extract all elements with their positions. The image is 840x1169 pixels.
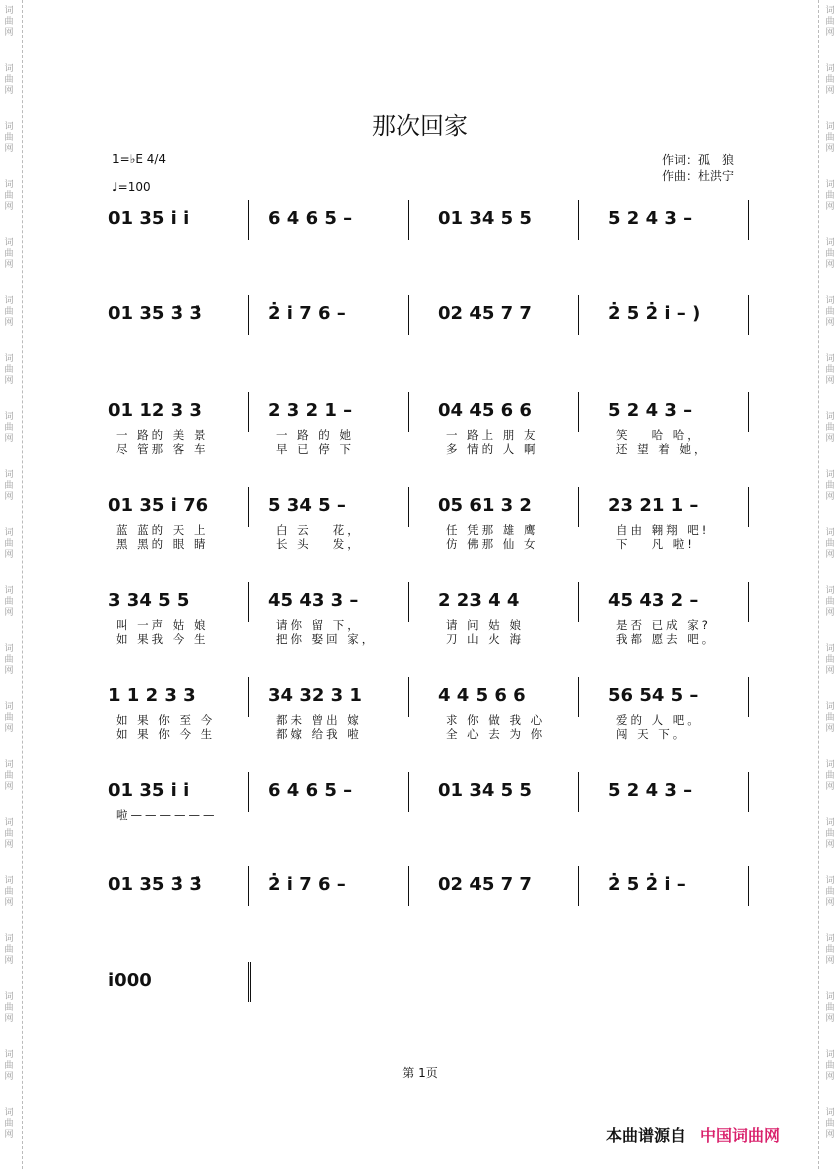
barline — [248, 392, 249, 432]
lyric-text: 一 路上 朋 友 — [446, 428, 539, 442]
barline — [748, 200, 749, 240]
song-title: 那次回家 — [372, 112, 468, 140]
page-number: 第 1页 — [402, 1066, 438, 1080]
watermark-text: 词 曲 网 — [825, 180, 835, 212]
watermark-text: 词 曲 网 — [4, 876, 14, 908]
watermark-text: 词 曲 网 — [825, 238, 835, 270]
watermark-text: 词 曲 网 — [4, 644, 14, 676]
watermark-text: 词 曲 网 — [4, 1108, 14, 1140]
watermark-text: 词 曲 网 — [825, 1108, 835, 1140]
watermark-text: 词 曲 网 — [825, 296, 835, 328]
lyric-text: 都未 曾出 嫁 — [276, 713, 362, 727]
watermark-text: 词 曲 网 — [4, 180, 14, 212]
lyric-text: 尽 管那 客 车 — [116, 442, 209, 456]
lyric-text: 是否 已成 家? — [616, 618, 711, 632]
watermark-text: 词 曲 网 — [4, 586, 14, 618]
watermark-text: 词 曲 网 — [4, 818, 14, 850]
measure-notes: 01 34 5 5 — [438, 208, 532, 229]
lyric-text: 自由 翱翔 吧! — [616, 523, 710, 537]
barline — [748, 677, 749, 717]
barline — [748, 392, 749, 432]
barline — [578, 582, 579, 622]
watermark-text: 词 曲 网 — [4, 702, 14, 734]
lyric-text: 任 凭那 雄 鹰 — [446, 523, 539, 537]
lyric-text: 下 凡 啦! — [616, 537, 695, 551]
barline — [408, 582, 409, 622]
barline — [408, 487, 409, 527]
measure-notes: 2̇ i̇ 7 6 – — [268, 303, 346, 324]
lyric-text: 早 已 停 下 — [276, 442, 354, 456]
barline — [408, 295, 409, 335]
barline — [578, 200, 579, 240]
watermark-text: 词 曲 网 — [4, 470, 14, 502]
watermark-text: 词 曲 网 — [4, 528, 14, 560]
measure-notes: 01 35 i̇ i̇ — [108, 208, 190, 229]
barline — [248, 772, 249, 812]
lyric-text: 爱的 人 吧。 — [616, 713, 702, 727]
measure-notes: 01 35 i̇ i̇ — [108, 780, 190, 801]
measure-notes: 45 43 3 – — [268, 590, 359, 611]
final-barline — [248, 962, 251, 1002]
measure-notes: 01 35 i̇ 76 — [108, 495, 209, 516]
barline — [578, 295, 579, 335]
measure-notes: 5 2 4 3 – — [608, 780, 693, 801]
score-system — [108, 962, 768, 1002]
lyric-text: 黑 黑的 眼 睛 — [116, 537, 209, 551]
measure-notes: 2 23 4 4 — [438, 590, 520, 611]
measure-notes: 56 54 5 – — [608, 685, 699, 706]
watermark-text: 词 曲 网 — [4, 992, 14, 1024]
measure-notes: 01 12 3 3 — [108, 400, 202, 421]
measure-notes: 02 45 7 7 — [438, 303, 532, 324]
watermark-text: 词 曲 网 — [4, 122, 14, 154]
lyric-text: 把你 娶回 家， — [276, 632, 377, 646]
measure-notes: 05 61 3 2 — [438, 495, 532, 516]
lyric-text: 长 头 发， — [276, 537, 362, 551]
measure-notes: 2 3 2 1 – — [268, 400, 353, 421]
score-system — [108, 772, 768, 822]
lyric-text: 蓝 蓝的 天 上 — [116, 523, 209, 537]
lyric-text: 如 果 你 至 今 — [116, 713, 216, 727]
measure-notes: 2̇ i̇ 7 6 – — [268, 874, 346, 895]
measure-notes: 01 34 5 5 — [438, 780, 532, 801]
measure-notes: 4 4 5 6 6 — [438, 685, 526, 706]
score-system — [108, 677, 768, 741]
measure-notes: 04 45 6 6 — [438, 400, 532, 421]
lyric-text: 仿 佛那 仙 女 — [446, 537, 539, 551]
watermark-text: 词 曲 网 — [825, 470, 835, 502]
lyric-text: 叫 一声 姑 娘 — [116, 618, 209, 632]
barline — [748, 487, 749, 527]
watermark-text: 词 曲 网 — [825, 644, 835, 676]
barline — [748, 866, 749, 906]
lyric-text: 啦—————— — [116, 808, 218, 822]
lyric-text: 我都 愿去 吧。 — [616, 632, 717, 646]
source-brand-link[interactable]: 中国词曲网 — [700, 1126, 781, 1145]
measure-notes: 1 1 2 3 3 — [108, 685, 196, 706]
watermark-text: 词 曲 网 — [825, 702, 835, 734]
measure-notes: 23 21 1 – — [608, 495, 699, 516]
barline — [248, 866, 249, 906]
score-system — [108, 582, 768, 646]
watermark-text: 词 曲 网 — [4, 934, 14, 966]
lyric-text: 请你 留 下， — [276, 618, 362, 632]
measure-notes: 2̇ 5 2̇ i̇ – ) — [608, 303, 701, 324]
lyric-text: 还 望 着 她， — [616, 442, 709, 456]
barline — [408, 677, 409, 717]
watermark-text: 词 曲 网 — [4, 1050, 14, 1082]
barline — [248, 295, 249, 335]
measure-notes: 6 4 6 5 – — [268, 208, 353, 229]
lyric-text: 一 路 的 她 — [276, 428, 354, 442]
source-label: 本曲谱源自 — [606, 1126, 687, 1145]
barline — [408, 866, 409, 906]
barline — [748, 772, 749, 812]
lyric-text: 求 你 做 我 心 — [446, 713, 546, 727]
measure-notes: 45 43 2 – — [608, 590, 699, 611]
score-system — [108, 200, 768, 240]
source-attribution[interactable] — [606, 1123, 780, 1146]
watermark-text: 词 曲 网 — [825, 1050, 835, 1082]
lyric-text: 都嫁 给我 啦 — [276, 727, 362, 741]
measure-notes: 34 32 3 1 — [268, 685, 362, 706]
credits — [662, 152, 734, 184]
score-system — [108, 487, 768, 551]
barline — [578, 487, 579, 527]
left-margin-line — [22, 0, 23, 1169]
watermark-text: 词 曲 网 — [825, 412, 835, 444]
watermark-text: 词 曲 网 — [4, 760, 14, 792]
barline — [248, 487, 249, 527]
measure-notes: 5 2 4 3 – — [608, 400, 693, 421]
measure-notes: 5 2 4 3 – — [608, 208, 693, 229]
measure-notes: 3 34 5 5 — [108, 590, 190, 611]
tempo-marking: ♩=100 — [112, 180, 151, 194]
lyricist-credit: 作词：孤 狼 — [662, 153, 735, 167]
measure-notes: i̇000 — [108, 970, 152, 991]
key-signature: 1=♭E 4/4 — [112, 152, 167, 166]
lyric-text: 刀 山 火 海 — [446, 632, 524, 646]
lyric-text: 请 问 姑 娘 — [446, 618, 524, 632]
right-margin-line — [818, 0, 819, 1169]
watermark-text: 词 曲 网 — [825, 64, 835, 96]
barline — [248, 582, 249, 622]
barline — [748, 295, 749, 335]
score-system — [108, 866, 768, 906]
barline — [408, 772, 409, 812]
measure-notes: 2̇ 5 2̇ i̇ – — [608, 874, 686, 895]
barline — [578, 392, 579, 432]
watermark-text: 词 曲 网 — [825, 992, 835, 1024]
watermark-text: 词 曲 网 — [4, 412, 14, 444]
watermark-text: 词 曲 网 — [4, 296, 14, 328]
composer-credit: 作曲：杜洪宁 — [662, 169, 735, 183]
watermark-text: 词 曲 网 — [4, 6, 14, 38]
score-system — [108, 392, 768, 456]
watermark-text: 词 曲 网 — [825, 760, 835, 792]
watermark-text: 词 曲 网 — [4, 238, 14, 270]
barline — [408, 392, 409, 432]
measure-notes: 01 35 3̇ 3̇ — [108, 303, 202, 324]
measure-notes: 02 45 7 7 — [438, 874, 532, 895]
lyric-text: 如 果我 今 生 — [116, 632, 209, 646]
lyric-text: 多 情的 人 啊 — [446, 442, 539, 456]
lyric-text: 闯 天 下。 — [616, 727, 688, 741]
watermark-text: 词 曲 网 — [825, 934, 835, 966]
watermark-text: 词 曲 网 — [4, 64, 14, 96]
measure-notes: 01 35 3̇ 3̇ — [108, 874, 202, 895]
measure-notes: 5 34 5 – — [268, 495, 346, 516]
barline — [248, 677, 249, 717]
watermark-text: 词 曲 网 — [825, 876, 835, 908]
measure-notes: 6 4 6 5 – — [268, 780, 353, 801]
barline — [578, 866, 579, 906]
barline — [248, 200, 249, 240]
lyric-text: 笑 哈 哈， — [616, 428, 702, 442]
barline — [408, 200, 409, 240]
lyric-text: 白 云 花， — [276, 523, 362, 537]
lyric-text: 如 果 你 今 生 — [116, 727, 216, 741]
watermark-text: 词 曲 网 — [825, 818, 835, 850]
watermark-text: 词 曲 网 — [825, 586, 835, 618]
watermark-text: 词 曲 网 — [825, 122, 835, 154]
watermark-text: 词 曲 网 — [825, 354, 835, 386]
watermark-text: 词 曲 网 — [825, 528, 835, 560]
lyric-text: 一 路的 美 景 — [116, 428, 209, 442]
barline — [578, 677, 579, 717]
score-system — [108, 295, 768, 335]
barline — [748, 582, 749, 622]
watermark-text: 词 曲 网 — [825, 6, 835, 38]
barline — [578, 772, 579, 812]
watermark-text: 词 曲 网 — [4, 354, 14, 386]
lyric-text: 全 心 去 为 你 — [446, 727, 546, 741]
